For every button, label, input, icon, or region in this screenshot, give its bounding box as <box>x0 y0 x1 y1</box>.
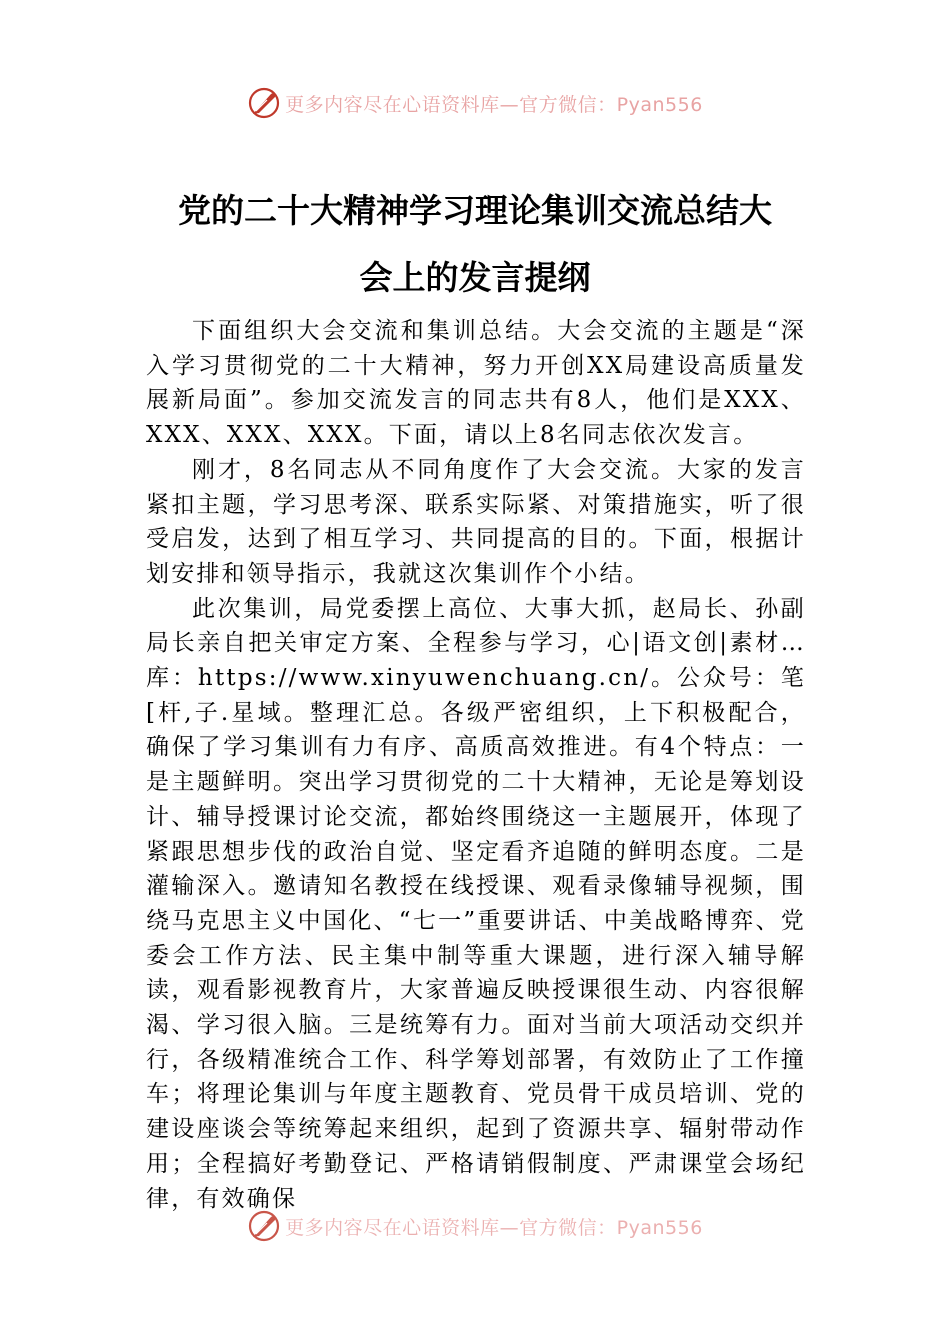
quill-logo-icon <box>247 86 281 120</box>
watermark-text: 更多内容尽在心语资料库—官方微信：Pyan556 <box>285 1216 703 1239</box>
document-body <box>146 314 806 1219</box>
paragraph: 刚才，8名同志从不同角度作了大会交流。大家的发言紧扣主题，学习思考深、联系实际紧、对策措施实，听了很受启发，达到了相互学习、共同提高的目的。下面，根据计划安排和领导指示，我就这次集训作个小结。 <box>146 456 806 587</box>
watermark-text: 更多内容尽在心语资料库—官方微信：Pyan556 <box>285 93 703 116</box>
document-title-line-2: 会上的发言提纲 <box>359 258 591 297</box>
document-title-line-1: 党的二十大精神学习理论集训交流总结大 <box>178 191 772 230</box>
watermark-banner-top <box>0 83 950 123</box>
paragraph: 此次集训，局党委摆上高位、大事大抓，赵局长、孙副局长亲自把关审定方案、全程参与学习，心|语文创|素材…库：https://www.xinyuwenchuang.cn/。公众号：笔[杆,子.星域。整理汇总。各级严密组织，上下积极配合，确保了学习集训有力有序、高质高效推进。有4个特点：一是主题鲜明。突出学习贯彻党的二十大精神，无论是筹划设计、辅导授课讨论交流，都始终围绕这一主题展开，体现了紧跟思想步伐的政治自觉、坚定看齐追随的鲜明态度。二是灌输深入。邀请知名教授在线授课、观看录像辅导视频，围绕马克思主义中国化、“七一”重要讲话、中美战略博弈、党委会工作方法、民主集中制等重大课题，进行深入辅导解读，观看影视教育片，大家普遍反映授课很生动、内容很解渴、学习很入脑。三是统筹有力。面对当前大项活动交织并行，各级精准统合工作、科学筹划部署，有效防止了工作撞车；将理论集训与年度主题教育、党员骨干成员培训、党的建设座谈会等统筹起来组织，起到了资源共享、辐射带动作用；全程搞好考勤登记、严格请销假制度、严肃课堂会场纪律，有效确保 <box>146 595 806 1212</box>
watermark-banner-bottom <box>0 1206 950 1246</box>
paragraph: 下面组织大会交流和集训总结。大会交流的主题是“深入学习贯彻党的二十大精神，努力开创XX局建设高质量发展新局面”。参加交流发言的同志共有8人，他们是XXX、XXX、XXX、XXX。下面，请以上8名同志依次发言。 <box>146 318 806 449</box>
quill-logo-icon <box>247 1209 281 1243</box>
